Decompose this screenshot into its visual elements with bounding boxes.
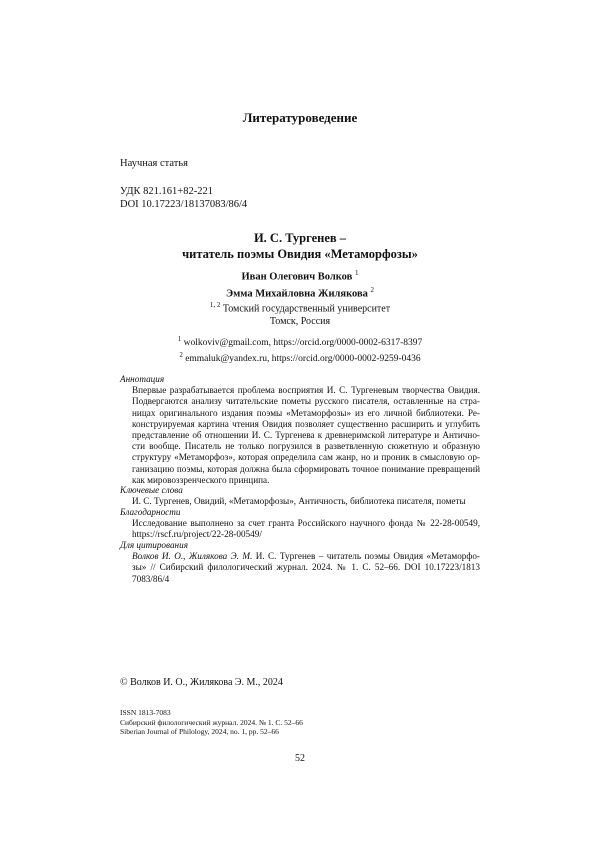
doi: DOI 10.17223/18137083/86/4 [120,198,248,210]
acknowledgments-label: Благодарности [120,507,181,517]
publication-info [120,708,303,737]
affiliation-university: Томский государственный университет [222,303,391,315]
abstract-line: конструируемая картина чтения Овидия позволяет существенно расширить и углубить [132,418,480,429]
abstract-line: ганизацию поэмы, которая должна была сформировать точное понимание превращений [132,463,480,474]
journal-en: Siberian Journal of Philology, 2024, no. 1, pp. 52–66 [120,727,279,736]
citation-text [132,551,480,585]
keywords-label: Ключевые слова [120,485,183,495]
abstract-line: представление об отношении И. С. Тургенева к древнеримской литературе и Антично- [132,430,480,441]
author-1-sup: 1 [354,269,359,277]
citation-section [120,540,480,585]
title-line-1: И. С. Тургенев – [253,231,347,245]
abstract-line: ницах оригинального издания поэмы «Метаморфозы» из его личной библиотеки. Ре- [132,407,480,418]
abstract-line: как мировоззренческого принципа. [132,474,270,485]
authors [0,267,600,301]
classification-block [120,186,247,211]
issn: ISSN 1813-7083 [120,708,171,717]
citation-authors: Волков И. О., Жилякова Э. М. [132,551,253,562]
author-2-name: Эмма Михайловна Жилякова [225,288,368,300]
journal-ru: Сибирский филологический журнал. 2024. № 1. С. 52–66 [120,717,303,727]
author-contacts [0,334,600,365]
abstract-line: сти вообще. Писатель не только погрузился в разветвленную сюжетную и образную [132,441,480,452]
copyright: © Волков И. О., Жилякова Э. М., 2024 [120,677,283,688]
keywords-section [120,485,480,507]
citation-line [132,551,480,562]
author-1 [0,267,600,284]
email-1-sup: 1 [177,335,182,343]
email-2[interactable]: emmaluk@yandex.ru, https://orcid.org/0000-0002-9259-0436 [185,353,421,364]
email-2-sup: 2 [179,350,183,359]
citation-line: зы» // Сибирский филологический журнал. 2024. № 1. С. 52–66. DOI 10.17223/1813 [132,562,480,573]
keywords-text: И. С. Тургенев, Овидий, «Метаморфозы», Античность, библиотека писателя, пометы [132,496,466,507]
abstract-text [132,385,480,486]
article-title [0,230,600,262]
abstract-line: Впервые разрабатывается проблема восприятия И. С. Тургеневым творчества Овидия. [132,385,480,396]
author-2-sup: 2 [370,286,375,294]
citation-line: 7083/86/4 [132,573,170,584]
author-1-name: Иван Олегович Волков [241,271,353,283]
citation-title: И. С. Тургенев – читатель поэмы Овидия «Метаморфо- [255,551,480,562]
abstract-label: Аннотация [120,374,165,384]
section-heading: Литературоведение [242,110,358,125]
acknowledgments-section [120,507,480,541]
affiliation-city: Томск, Россия [269,315,331,327]
title-line-2: читатель поэмы Овидия «Метаморфозы» [182,247,418,261]
udc-code: УДК 821.161+82-221 [120,186,213,197]
affiliation [0,299,600,328]
acknowledgments-line[interactable]: https://rscf.ru/project/22-28-00549/ [132,529,262,540]
abstract-section [120,374,480,486]
citation-label: Для цитирования [120,540,188,550]
article-type: Научная статья [120,158,188,169]
affiliation-sup: 1, 2 [209,301,221,309]
acknowledgments-text [132,518,480,540]
email-1[interactable]: wolkoviv@gmail.com, https://orcid.org/0000-0002-6317-8397 [183,338,423,349]
page-number: 52 [295,753,305,764]
abstract-line: Подвергаются анализу читательские пометы русского писателя, оставленные на стра- [132,396,480,407]
abstract-line: структуру «Метаморфоз», которая определила сам жанр, но и проник в смысловую ор- [132,452,480,463]
acknowledgments-line: Исследование выполнено за счет гранта Российского научного фонда № 22-28-00549, [132,518,480,529]
